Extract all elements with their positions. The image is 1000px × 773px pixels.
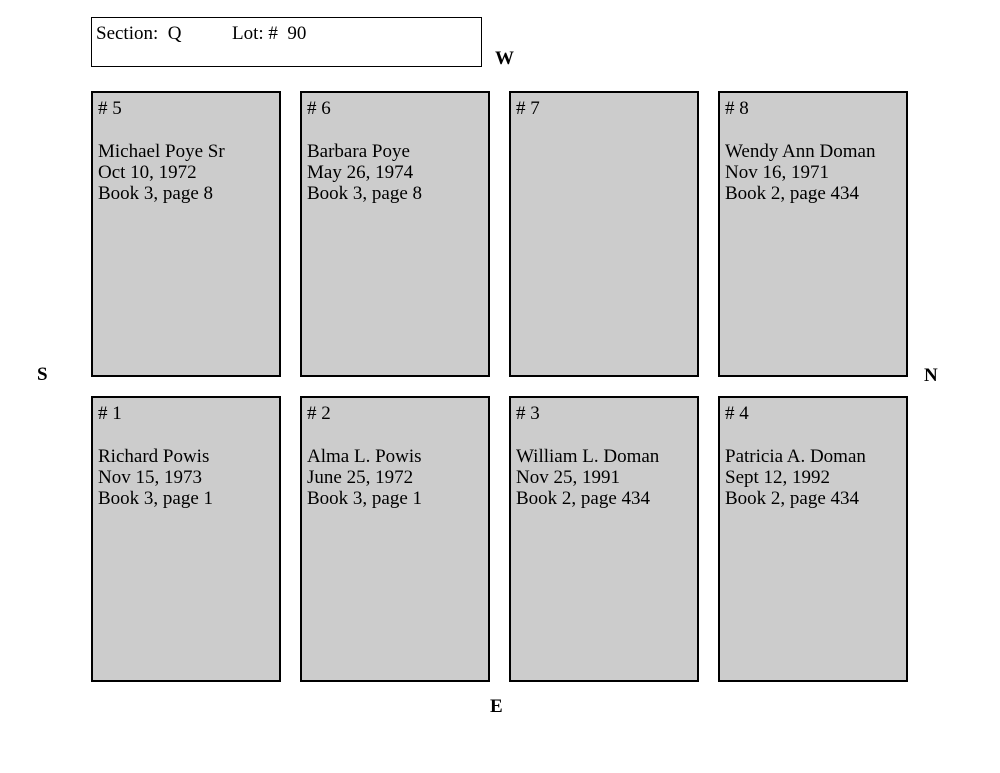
record-reference: Book 3, page 8 [307, 183, 423, 204]
burial-date: Nov 16, 1971 [725, 162, 829, 183]
interred-name: Michael Poye Sr [98, 141, 225, 162]
plot-number: # 4 [725, 403, 749, 424]
plot-number: # 6 [307, 98, 331, 119]
interred-name: Richard Powis [98, 446, 210, 467]
grave-plot-7 [509, 91, 699, 377]
section-label: Section: Q [96, 23, 182, 44]
record-reference: Book 2, page 434 [725, 488, 860, 509]
grave-plot-1 [91, 396, 281, 682]
burial-date: Nov 25, 1991 [516, 467, 620, 488]
record-reference: Book 3, page 1 [307, 488, 423, 509]
grave-plot-3 [509, 396, 699, 682]
interred-name: William L. Doman [516, 446, 660, 467]
grave-plot-5 [91, 91, 281, 377]
compass-north-label: N [924, 365, 938, 386]
plot-number: # 5 [98, 98, 122, 119]
compass-south-label: S [37, 364, 48, 385]
lot-label: Lot: # 90 [232, 23, 307, 44]
section-lot-header [91, 17, 482, 67]
grave-plot-6 [300, 91, 490, 377]
burial-date: Nov 15, 1973 [98, 467, 202, 488]
interred-name: Alma L. Powis [307, 446, 422, 467]
plot-number: # 7 [516, 98, 540, 119]
interred-name: Wendy Ann Doman [725, 141, 876, 162]
burial-date: June 25, 1972 [307, 467, 414, 488]
record-reference: Book 3, page 8 [98, 183, 214, 204]
record-reference: Book 3, page 1 [98, 488, 214, 509]
record-reference: Book 2, page 434 [725, 183, 860, 204]
grave-plot-2 [300, 396, 490, 682]
interred-name: Barbara Poye [307, 141, 410, 162]
compass-west-label: W [495, 48, 514, 69]
plot-number: # 3 [516, 403, 540, 424]
plot-number: # 2 [307, 403, 331, 424]
plot-number: # 8 [725, 98, 749, 119]
interred-name: Patricia A. Doman [725, 446, 866, 467]
plot-number: # 1 [98, 403, 122, 424]
burial-date: Oct 10, 1972 [98, 162, 197, 183]
burial-date: May 26, 1974 [307, 162, 414, 183]
compass-east-label: E [490, 696, 503, 717]
burial-date: Sept 12, 1992 [725, 467, 831, 488]
grave-plot-8 [718, 91, 908, 377]
record-reference: Book 2, page 434 [516, 488, 651, 509]
grave-plot-4 [718, 396, 908, 682]
